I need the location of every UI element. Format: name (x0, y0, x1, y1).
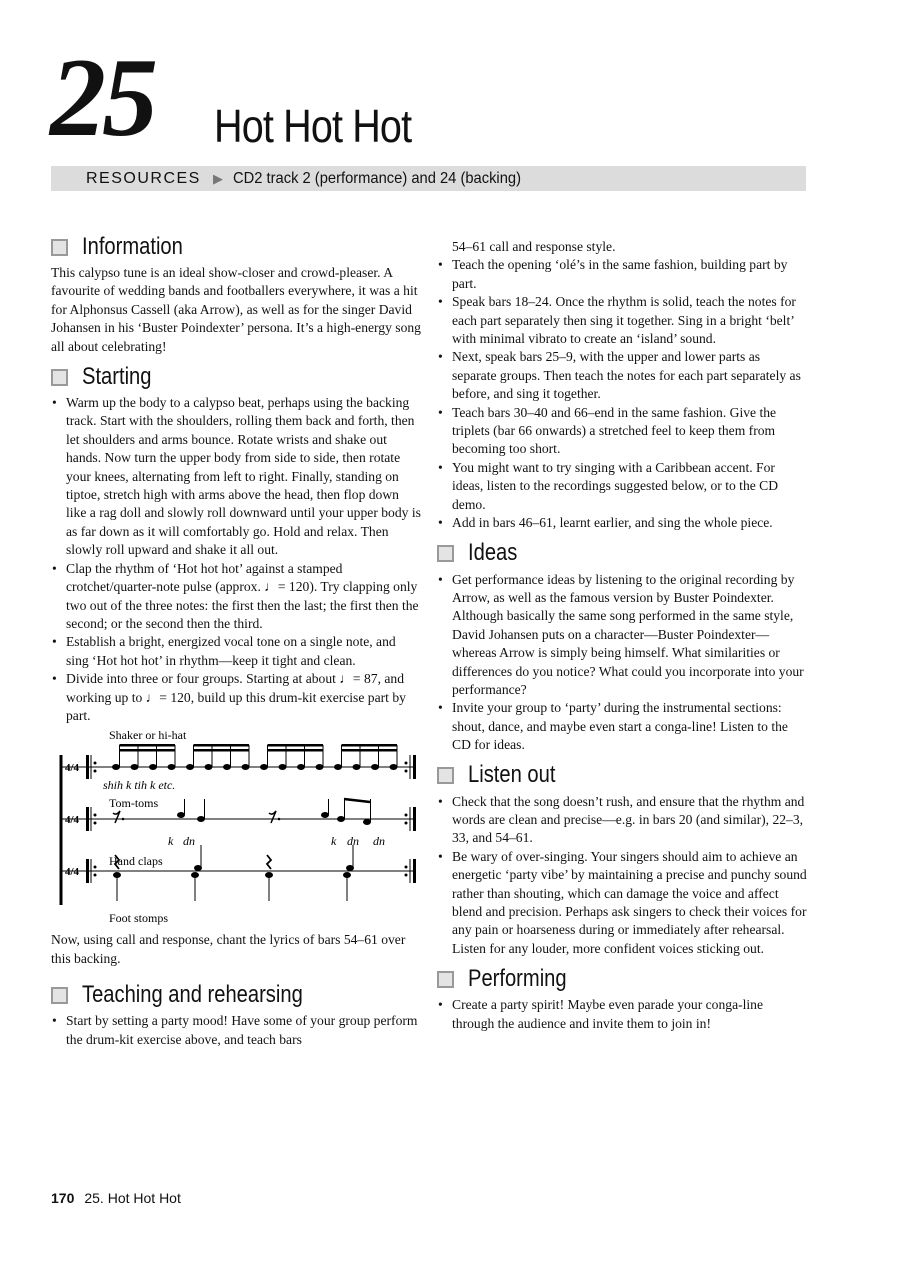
list-item: • Clap the rhythm of ‘Hot hot hot’ against a stamped crotchet/quarter-note pulse (approx. ♩= 120). Try clapping only two out of the three notes: the first then the last; the first then the second; or the second then the third. (51, 560, 421, 634)
tom-note (363, 819, 371, 825)
beam (342, 744, 398, 747)
repeat-dot (94, 822, 97, 825)
repeat-end-bar (413, 755, 416, 779)
beam (342, 749, 398, 752)
repeat-dot (405, 770, 408, 773)
repeat-start-bar (86, 807, 89, 831)
checkbox-square-icon (437, 971, 454, 988)
shaker-lyrics: shih k tih k etc. (103, 778, 176, 793)
heading-information: Information (51, 232, 421, 262)
label-toms: Tom-toms (109, 796, 159, 811)
repeat-dot (405, 822, 408, 825)
repeat-dot (405, 814, 408, 817)
repeat-end-bar (413, 807, 416, 831)
sixteenth-note (353, 764, 361, 770)
list-item: • Invite your group to ‘party’ during the instrumental sections: shout, dance, and maybe even start a conga-line! Listen to the CD for ideas. (437, 699, 807, 754)
sixteenth-note (112, 764, 120, 770)
after-music-text: Now, using call and response, chant the lyrics of bars 54–61 over this backing. (51, 932, 406, 966)
repeat-dot (405, 874, 408, 877)
repeat-dot (94, 874, 97, 877)
list-item: • Divide into three or four groups. Starting at about ♩= 87, and working up to ♩= 120, build up this drum-kit exercise part by part. (51, 670, 421, 725)
tom-note (197, 816, 205, 822)
repeat-dot (405, 866, 408, 869)
tom-lyric: k (168, 834, 174, 849)
beam (268, 749, 324, 752)
beam (120, 744, 176, 747)
tom-lyric: dn (373, 834, 385, 849)
heading-starting: Starting (51, 362, 421, 392)
left-column (51, 226, 421, 1049)
repeat-start-bar (86, 859, 89, 883)
repeat-start-bar (86, 755, 89, 779)
sixteenth-note (205, 764, 213, 770)
sixteenth-note (316, 764, 324, 770)
sixteenth-note (279, 764, 287, 770)
information-text: This calypso tune is an ideal show-closer and crowd-pleaser. A favourite of wedding bands and footballers everywhere, it was a hit for Alphonsus Cassell (aka Arrow), as well as for the singer David Johansen in his ‘Buster Poindexter’ persona. It’s a high-energy song all about celebrating! (51, 265, 421, 354)
sixteenth-note (297, 764, 305, 770)
checkbox-square-icon (437, 545, 454, 562)
list-item: • Teach bars 30–40 and 66–end in the same fashion. Give the triplets (bar 66 onwards) a stretched feel to keep them from becoming too short. (437, 404, 807, 459)
list-item: • Establish a bright, energized vocal tone on a single note, and sing ‘Hot hot hot’ in rhythm—keep it tight and clean. (51, 633, 421, 670)
sixteenth-note (131, 764, 139, 770)
sixteenth-note (223, 764, 231, 770)
beam (194, 744, 250, 747)
label-claps: Hand claps (109, 854, 163, 869)
resources-bar (51, 166, 806, 191)
repeat-dot (94, 814, 97, 817)
checkbox-square-icon (51, 987, 68, 1004)
heading-ideas: Ideas (437, 539, 807, 569)
list-item: • Teach the opening ‘olé’s in the same fashion, building part by part. (437, 256, 807, 293)
beam (120, 749, 176, 752)
list-item: • Start by setting a party mood! Have some of your group perform the drum-kit exercise above, and teach bars (51, 1012, 421, 1049)
tom-lyric: dn (347, 834, 359, 849)
sixteenth-note (168, 764, 176, 770)
checkbox-square-icon (51, 369, 68, 386)
heading-listen-out: Listen out (437, 761, 807, 791)
repeat-dot (94, 866, 97, 869)
resources-label: RESOURCES (86, 170, 201, 187)
tom-note (177, 812, 185, 818)
play-triangle-icon: ▶ (213, 171, 223, 186)
list-item: • Next, speak bars 25–9, with the upper and lower parts as separate groups. Then teach the notes for each part separately as before, and sing it together. (437, 348, 807, 403)
list-item-continued: 54–61 call and response style. (452, 239, 616, 254)
list-item: • Add in bars 46–61, learnt earlier, and sing the whole piece. (437, 514, 807, 532)
list-item: • Speak bars 18–24. Once the rhythm is solid, teach the notes for each part separately then sing it together. Sing in a bright ‘belt’ with minimal vibrato to create an ‘island’ sound. (437, 293, 807, 348)
repeat-end-bar (413, 859, 416, 883)
heading-performing: Performing (437, 964, 807, 994)
list-item: • Warm up the body to a calypso beat, perhaps using the backing track. Start with the shoulders, rolling them back and forth, then let shoulders and arms bounce. Rotate wrists and shake out hands. Now turn the upper body from side to side, then rotate your knees, alternating from left to right. Finally, standing on tiptoe, stretch high with arms above the head, then flop down like a rag doll and slowly roll downward until your upper body is as far down as it will comfortably go. Hold and relax. Then slowly roll upward and shake it all out. (51, 394, 421, 560)
sixteenth-note (371, 764, 379, 770)
label-stomps: Foot stomps (109, 911, 169, 926)
list-item: • Get performance ideas by listening to the original recording by Arrow, as well as the famous version by Buster Poindexter. Although basically the same song performed in the same style, David Johansen puts on a character—Buster Poindexter—whereas Arrow is simply being himself. What similarities or differences do you notice? What could you incorporate into your performance? (437, 571, 807, 700)
chapter-title: Hot Hot Hot (214, 100, 412, 152)
tom-lyric: dn (183, 834, 195, 849)
list-item: • Create a party spirit! Maybe even parade your conga-line through the audience and invite them to join in! (437, 996, 807, 1033)
eighth-rest-icon (113, 811, 120, 823)
sixteenth-note (260, 764, 268, 770)
sixteenth-note (242, 764, 250, 770)
repeat-dot (94, 762, 97, 765)
rest-dot (278, 818, 281, 821)
resources-text: CD2 track 2 (performance) and 24 (backing) (233, 170, 521, 187)
starting-list (51, 394, 421, 725)
quarter-rest-icon (267, 855, 271, 869)
list-item: • You might want to try singing with a Caribbean accent. For ideas, listen to the recordings suggested below, or to the CD demo. (437, 459, 807, 514)
time-signature: 4/4 (65, 814, 80, 827)
sixteenth-note (149, 764, 157, 770)
page-number: 170 (51, 1190, 75, 1206)
footer (51, 1190, 181, 1206)
sixteenth-note (390, 764, 398, 770)
tom-note (337, 816, 345, 822)
rest-dot (122, 818, 125, 821)
time-signature: 4/4 (65, 866, 80, 879)
repeat-dot (405, 762, 408, 765)
label-shaker: Shaker or hi-hat (109, 728, 187, 743)
running-title: 25. Hot Hot Hot (84, 1190, 181, 1206)
beam (268, 744, 324, 747)
time-signature: 4/4 (65, 762, 80, 775)
drum-kit-score (51, 727, 421, 927)
chapter-number: 25 (50, 36, 154, 160)
tom-note (321, 812, 329, 818)
list-item: • Be wary of over-singing. Your singers should aim to achieve an energetic ‘party vibe’ by maintaining a precise and punchy sound rather than shouting, which can damage the voice and affect blend and precision. Perhaps ask singers to check their voices for any pain or hoarseness during or immediately after rehearsal. Listen for any louder, more confident voices sticking out. (437, 848, 807, 958)
right-column (437, 238, 807, 1033)
beam (194, 749, 250, 752)
heading-teaching: Teaching and rehearsing (51, 980, 421, 1010)
repeat-dot (94, 770, 97, 773)
tom-lyric: k (331, 834, 337, 849)
list-item: • Check that the song doesn’t rush, and ensure that the rhythm and words are clean and precise—e.g. in bars 20 (and similar), 22–3, 33, and 54–61. (437, 793, 807, 848)
teaching-list-continued (437, 238, 807, 533)
checkbox-square-icon (51, 239, 68, 256)
sixteenth-note (334, 764, 342, 770)
beam (344, 799, 370, 802)
sixteenth-note (186, 764, 194, 770)
checkbox-square-icon (437, 767, 454, 784)
eighth-rest-icon (269, 811, 276, 823)
